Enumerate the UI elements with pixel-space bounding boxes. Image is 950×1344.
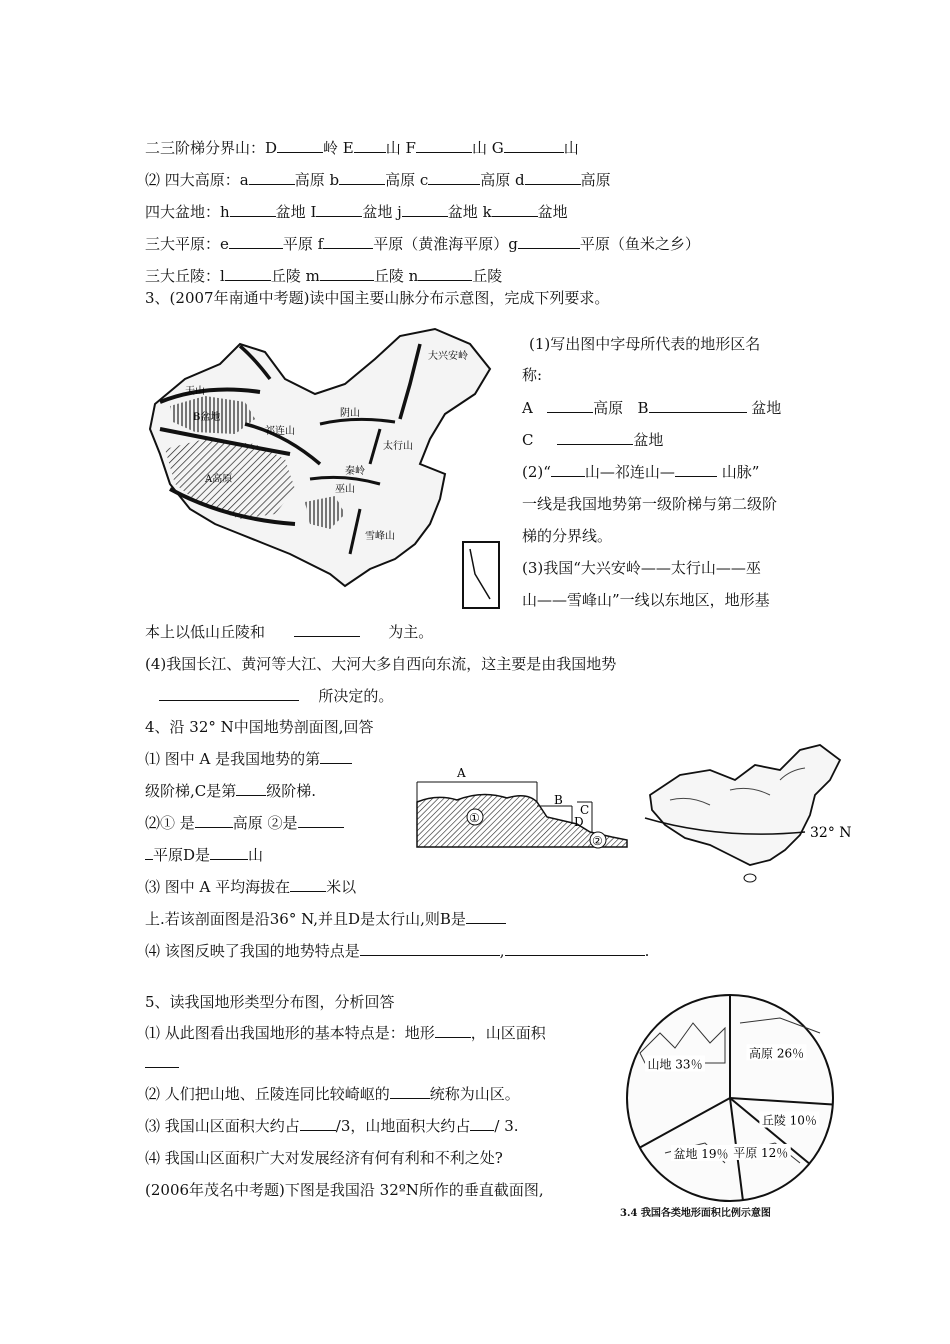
text: 本上以低山丘陵和 bbox=[145, 623, 266, 641]
blank[interactable] bbox=[402, 201, 448, 217]
blank[interactable] bbox=[290, 876, 326, 892]
blank[interactable] bbox=[390, 1083, 430, 1099]
text: 高原 ②是 bbox=[232, 814, 298, 832]
profile-label-b: B bbox=[554, 793, 563, 807]
map-label: B盆地 bbox=[193, 412, 221, 423]
text: 级阶梯. bbox=[266, 782, 317, 800]
q4-l4 bbox=[145, 844, 263, 866]
blank[interactable] bbox=[354, 137, 386, 153]
q5-l1 bbox=[145, 1022, 546, 1044]
q3-p4b bbox=[145, 685, 393, 707]
q4-l3 bbox=[145, 812, 344, 834]
blank[interactable] bbox=[298, 812, 344, 828]
blank[interactable] bbox=[145, 844, 153, 860]
text: ，山区面积 bbox=[470, 1024, 546, 1042]
text: 山—祁连山— bbox=[584, 463, 675, 481]
map-label: 雪峰山 bbox=[365, 531, 395, 542]
blank[interactable] bbox=[518, 233, 580, 249]
text: 丘陵 bbox=[472, 267, 503, 285]
blank[interactable] bbox=[225, 265, 271, 281]
text: 三大平原：e bbox=[145, 235, 229, 253]
pie-caption: 3.4 我国各类地形面积比例示意图 bbox=[620, 1208, 771, 1219]
text: 丘陵 n bbox=[373, 267, 419, 285]
q4-l2 bbox=[145, 780, 316, 802]
text: ⑷ 该图反映了我国的地势特点是 bbox=[145, 942, 360, 960]
line-divide-mountains bbox=[145, 137, 579, 159]
blank[interactable] bbox=[229, 233, 283, 249]
text: 平原 f bbox=[282, 235, 324, 253]
map-label: 祁连山 bbox=[265, 426, 295, 437]
text: /3，山地面积大约占 bbox=[335, 1117, 471, 1135]
blank[interactable] bbox=[320, 748, 352, 764]
text: / 3. bbox=[494, 1117, 519, 1135]
pie-slice-label: 平原 12％ bbox=[733, 1145, 789, 1160]
china-32n-map bbox=[640, 740, 865, 885]
q3-blanks-ab bbox=[522, 397, 781, 419]
q4-l1 bbox=[145, 748, 352, 770]
text: 级阶梯,C是第 bbox=[145, 782, 237, 800]
blank[interactable] bbox=[323, 233, 373, 249]
blank[interactable] bbox=[249, 169, 295, 185]
lat-label: 32° N bbox=[810, 825, 852, 841]
text: ⑴ 图中 A 是我国地势的第 bbox=[145, 750, 321, 768]
blank[interactable] bbox=[649, 397, 747, 413]
blank[interactable] bbox=[360, 940, 500, 956]
south-sea-inset bbox=[463, 542, 499, 608]
map-label: 大兴安岭 bbox=[428, 351, 468, 362]
text: ⑵① 是 bbox=[145, 814, 195, 832]
text: ⑵ 人们把山地、丘陵连同比较崎岖的 bbox=[145, 1085, 390, 1103]
map-label: 巫山 bbox=[335, 484, 355, 495]
q3-text: (3)我国“大兴安岭——太行山——巫 bbox=[522, 559, 761, 577]
text: 盆地 k bbox=[447, 203, 492, 221]
blank[interactable] bbox=[466, 908, 506, 924]
blank[interactable] bbox=[547, 397, 593, 413]
text: 高原 c bbox=[385, 171, 429, 189]
terrain-profile bbox=[412, 762, 632, 852]
q5-text: ⑷ 我国山区面积广大对发展经济有何有利和不利之处? bbox=[145, 1149, 503, 1167]
china-outline bbox=[650, 745, 840, 865]
blank[interactable] bbox=[159, 685, 299, 701]
text: 山 bbox=[563, 139, 579, 157]
blank[interactable] bbox=[210, 844, 248, 860]
blank[interactable] bbox=[470, 1115, 494, 1131]
q3-title: 3、(2007年南通中考题)读中国主要山脉分布示意图，完成下列要求。 bbox=[145, 289, 610, 307]
blank[interactable] bbox=[230, 201, 276, 217]
blank[interactable] bbox=[339, 169, 385, 185]
line-basins bbox=[145, 201, 568, 223]
landform-pie bbox=[615, 993, 845, 1203]
text: 为主。 bbox=[388, 623, 434, 641]
blank[interactable] bbox=[236, 780, 266, 796]
text: 二三阶梯分界山：D bbox=[145, 139, 278, 157]
q5-title: 5、读我国地形类型分布图，分析回答 bbox=[145, 993, 395, 1011]
text: 三大丘陵：l bbox=[145, 267, 225, 285]
text: 平原（黄淮海平原）g bbox=[373, 235, 518, 253]
q3-text: 称: bbox=[522, 366, 543, 384]
text: 盆地 I bbox=[275, 203, 317, 221]
text: . bbox=[644, 942, 650, 960]
text: (2)“ bbox=[522, 463, 551, 481]
blank[interactable] bbox=[145, 1052, 179, 1068]
map-label: A高原 bbox=[205, 474, 233, 485]
line-plateaus bbox=[145, 169, 611, 191]
line-hills bbox=[145, 265, 502, 287]
q3-text: 一线是我国地势第一级阶梯与第二级阶 bbox=[522, 495, 778, 513]
map-label: 天山 bbox=[185, 386, 205, 397]
profile-label-d: D bbox=[574, 815, 584, 829]
blank[interactable] bbox=[300, 1115, 336, 1131]
text: 盆地 bbox=[751, 399, 782, 417]
pie-slice-label: 丘陵 10％ bbox=[761, 1113, 817, 1128]
text: 平原D是 bbox=[153, 846, 211, 864]
blank[interactable] bbox=[277, 137, 323, 153]
text: , bbox=[499, 942, 505, 960]
pie-slice-label: 盆地 19％ bbox=[673, 1146, 729, 1161]
text: ⑶ 我国山区面积大约占 bbox=[145, 1117, 300, 1135]
q4-l7 bbox=[145, 940, 649, 962]
blank[interactable] bbox=[416, 137, 472, 153]
map-label: 阴山 bbox=[340, 408, 360, 419]
map-label: 秦岭 bbox=[345, 466, 365, 477]
text: 盆地 bbox=[633, 431, 664, 449]
text: 四大盆地：h bbox=[145, 203, 230, 221]
q4-l6 bbox=[145, 908, 506, 930]
text: 高原 bbox=[580, 171, 611, 189]
q3-blanks-c bbox=[522, 429, 663, 451]
q3-text: (1)写出图中字母所代表的地形区名 bbox=[529, 335, 761, 353]
text: ⑴ 从此图看出我国地形的基本特点是：地形 bbox=[145, 1024, 435, 1042]
blank[interactable] bbox=[492, 201, 538, 217]
text: 山 bbox=[248, 846, 264, 864]
text: 平原（鱼米之乡） bbox=[579, 235, 700, 253]
q4-title: 4、沿 32° N中国地势剖面图,回答 bbox=[145, 718, 374, 736]
text: 盆地 j bbox=[362, 203, 402, 221]
pie-slice-label: 山地 33％ bbox=[647, 1057, 703, 1072]
profile-label-a: A bbox=[457, 766, 466, 780]
blank[interactable] bbox=[195, 812, 233, 828]
q5-l4 bbox=[145, 1115, 519, 1137]
blank[interactable] bbox=[505, 940, 645, 956]
q5-l3 bbox=[145, 1083, 520, 1105]
text: 丘陵 m bbox=[270, 267, 320, 285]
china-mountains-map bbox=[145, 324, 505, 614]
text: A bbox=[522, 399, 533, 417]
text: ⑶ 图中 A 平均海拔在 bbox=[145, 878, 291, 896]
blank[interactable] bbox=[428, 169, 480, 185]
q5-text: (2006年茂名中考题)下图是我国沿 32ºN所作的垂直截面图, bbox=[145, 1181, 544, 1199]
pie-slice-label: 高原 26％ bbox=[749, 1046, 805, 1061]
q3-text: 山——雪峰山”一线以东地区，地形基 bbox=[522, 591, 770, 609]
line-plains bbox=[145, 233, 700, 255]
text: 山 F bbox=[385, 139, 416, 157]
profile-label-2: ② bbox=[592, 834, 603, 848]
text: 岭 E bbox=[323, 139, 354, 157]
text: 高原 bbox=[593, 399, 624, 417]
text: ⑵ 四大高原：a bbox=[145, 171, 249, 189]
text: 米以 bbox=[326, 878, 357, 896]
q3-text: 梯的分界线。 bbox=[522, 527, 613, 545]
blank[interactable] bbox=[418, 265, 472, 281]
blank[interactable] bbox=[525, 169, 581, 185]
text: 高原 d bbox=[480, 171, 525, 189]
profile-label-1: ① bbox=[469, 811, 480, 825]
text: 上.若该剖面图是沿36° N,并且D是太行山,则B是 bbox=[145, 910, 466, 928]
text: C bbox=[522, 431, 534, 449]
q3-p3c bbox=[145, 621, 433, 643]
text: 盆地 bbox=[537, 203, 568, 221]
text: 高原 b bbox=[294, 171, 340, 189]
q4-l5 bbox=[145, 876, 356, 898]
blank[interactable] bbox=[316, 201, 362, 217]
text: 山脉” bbox=[721, 463, 760, 481]
blank[interactable] bbox=[294, 621, 360, 637]
blank[interactable] bbox=[551, 461, 585, 477]
text: 所决定的。 bbox=[318, 687, 394, 705]
profile-label-c: C bbox=[580, 803, 590, 817]
text: B bbox=[637, 399, 649, 417]
text: 山 G bbox=[471, 139, 504, 157]
blank[interactable] bbox=[435, 1022, 471, 1038]
blank[interactable] bbox=[675, 461, 717, 477]
q3-text: (4)我国长江、黄河等大江、大河大多自西向东流，这主要是由我国地势 bbox=[145, 655, 617, 673]
text: 统称为山区。 bbox=[429, 1085, 520, 1103]
blank[interactable] bbox=[320, 265, 374, 281]
map-label: 太行山 bbox=[383, 441, 413, 452]
blank[interactable] bbox=[557, 429, 633, 445]
q3-p2 bbox=[522, 461, 759, 483]
blank[interactable] bbox=[504, 137, 564, 153]
q5-l2 bbox=[145, 1052, 179, 1074]
